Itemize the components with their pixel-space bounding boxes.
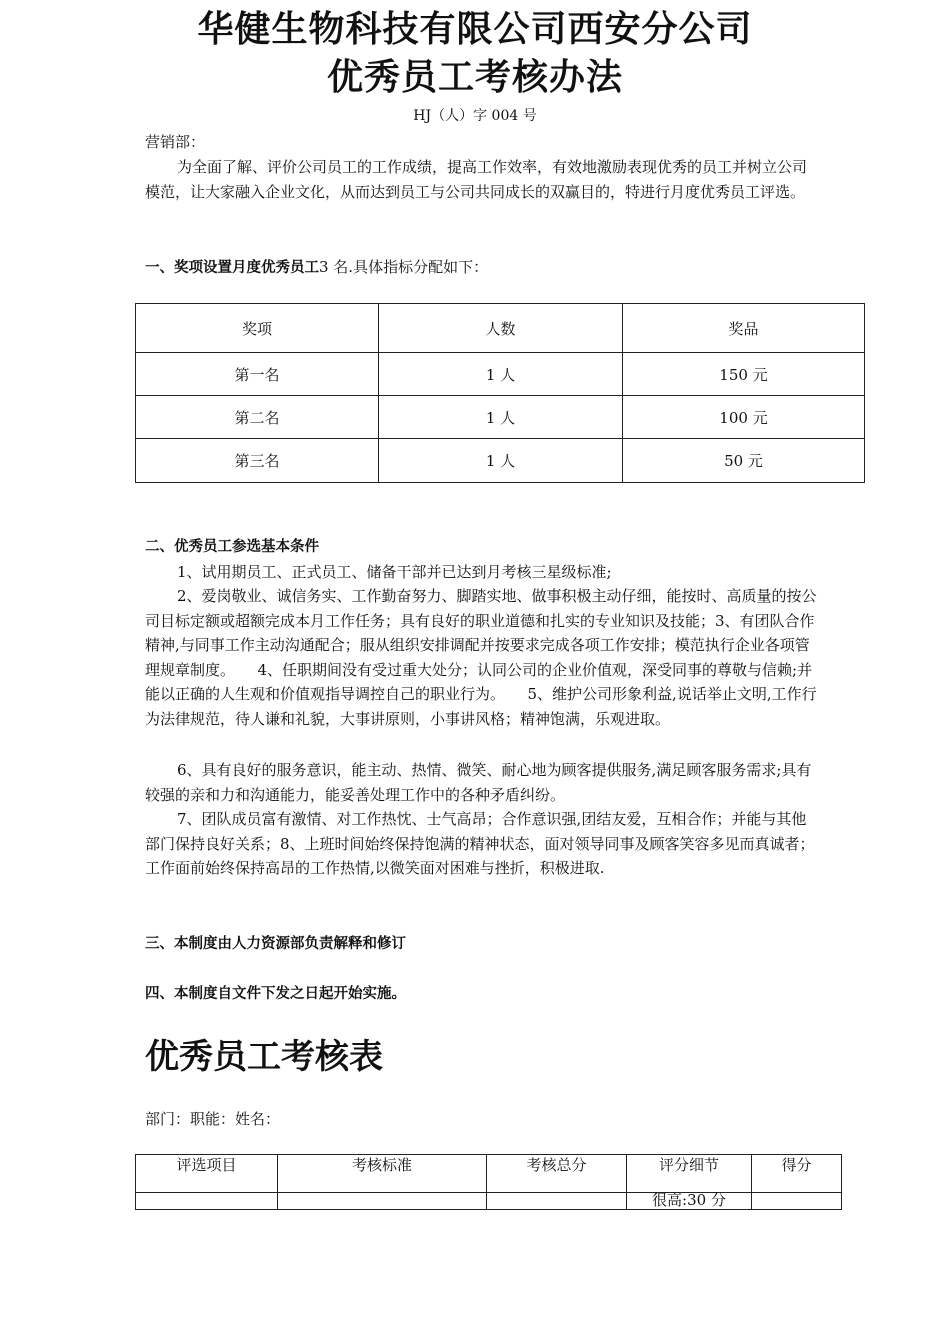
document-title: 优秀员工考核办法	[326, 57, 623, 98]
prize-cell: 1 人	[379, 353, 623, 396]
prize-cell: 第三名	[136, 439, 379, 483]
condition-item-6: 6、具有良好的服务意识，能主动、热情、微笑、耐心地为顾客提供服务,满足顾客服务需求;具有较强的亲和力和沟通能力，能妥善处理工作中的各种矛盾纠纷。	[145, 761, 812, 804]
assessment-cell: 很高:30 分	[627, 1193, 752, 1210]
prize-cell: 50 元	[623, 439, 865, 483]
assessment-sheet-title: 优秀员工考核表	[145, 1037, 383, 1077]
section1-heading-bold: 一、奖项设置月度优秀员工	[145, 260, 319, 276]
section4-heading: 四、本制度自文件下发之日起开始实施。	[145, 986, 406, 1002]
assessment-cell	[487, 1193, 627, 1210]
prize-cell: 150 元	[623, 353, 865, 396]
condition-item-7: 7、团队成员富有激情、对工作热忱、士气高昂；合作意识强,团结友爱，互相合作；并能与其他部门保持良好关系；8、上班时间始终保持饱满的精神状态，面对领导同事及顾客笑容多见而真诚者；工作面前始终保持高昂的工作热情,以微笑面对困难与挫折，积极进取.	[145, 810, 815, 878]
prize-table-header-row	[136, 304, 865, 353]
employee-fields-line: 部门：职能：姓名：	[145, 1110, 281, 1128]
prize-table-row	[136, 353, 865, 396]
section3-heading: 三、本制度由人力资源部负责解释和修订	[145, 936, 406, 952]
assessment-row	[136, 1193, 842, 1210]
prize-cell: 100 元	[623, 396, 865, 439]
section1-heading-rest: 3 名.具体指标分配如下：	[319, 258, 489, 276]
assessment-cell	[136, 1193, 278, 1210]
assessment-table	[135, 1154, 842, 1210]
assessment-header-cell: 考核总分	[487, 1155, 627, 1193]
prize-header-cell: 奖品	[623, 304, 865, 353]
recipient-line: 营销部：	[145, 133, 206, 151]
assessment-header-cell: 评分细节	[627, 1155, 752, 1193]
assessment-cell	[278, 1193, 487, 1210]
assessment-header-cell: 评选项目	[136, 1155, 278, 1193]
assessment-header-cell: 考核标准	[278, 1155, 487, 1193]
intro-paragraph: 为全面了解、评价公司员工的工作成绩，提高工作效率，有效地激励表现优秀的员工并树立公司模范，让大家融入企业文化，从而达到员工与公司共同成长的双赢目的，特进行月度优秀员工评选。	[145, 158, 808, 201]
section1-heading	[145, 255, 820, 281]
assessment-cell	[752, 1193, 842, 1210]
assessment-header-row	[136, 1155, 842, 1193]
prize-table-row	[136, 396, 865, 439]
document-number: HJ（人）字 004 号	[413, 108, 537, 124]
assessment-header-cell: 得分	[752, 1155, 842, 1193]
section2-heading: 二、优秀员工参选基本条件	[145, 539, 319, 555]
prize-cell: 第一名	[136, 353, 379, 396]
prize-header-cell: 人数	[379, 304, 623, 353]
prize-cell: 1 人	[379, 396, 623, 439]
prize-table-row	[136, 439, 865, 483]
prize-table	[135, 303, 865, 483]
prize-cell: 第二名	[136, 396, 379, 439]
prize-cell: 1 人	[379, 439, 623, 483]
prize-header-cell: 奖项	[136, 304, 379, 353]
condition-item-1: 1、试用期员工、正式员工、储备干部并已达到月考核三星级标准;	[177, 563, 612, 581]
condition-item-2: 2、爱岗敬业、诚信务实、工作勤奋努力、脚踏实地、做事积极主动仔细，能按时、高质量的按公司目标定额或超额完成本月工作任务；具有良好的职业道德和扎实的专业知识及技能；3、有团队合作精神,与同事工作主动沟通配合；服从组织安排调配并按要求完成各项工作安排；模范执行企业各项管理规章制度。 4、任职期间没有受过重大处分；认同公司的企业价值观，深受同事的尊敬与信赖;并能以正确的人生观和价值观指导调控自己的职业行为。 5、维护公司形象利益,说话举止文明,工作行为法律规范，待人谦和礼貌，大事讲原则，小事讲风格；精神饱满，乐观进取。	[145, 587, 817, 728]
company-title: 华健生物科技有限公司西安分公司	[197, 9, 753, 50]
